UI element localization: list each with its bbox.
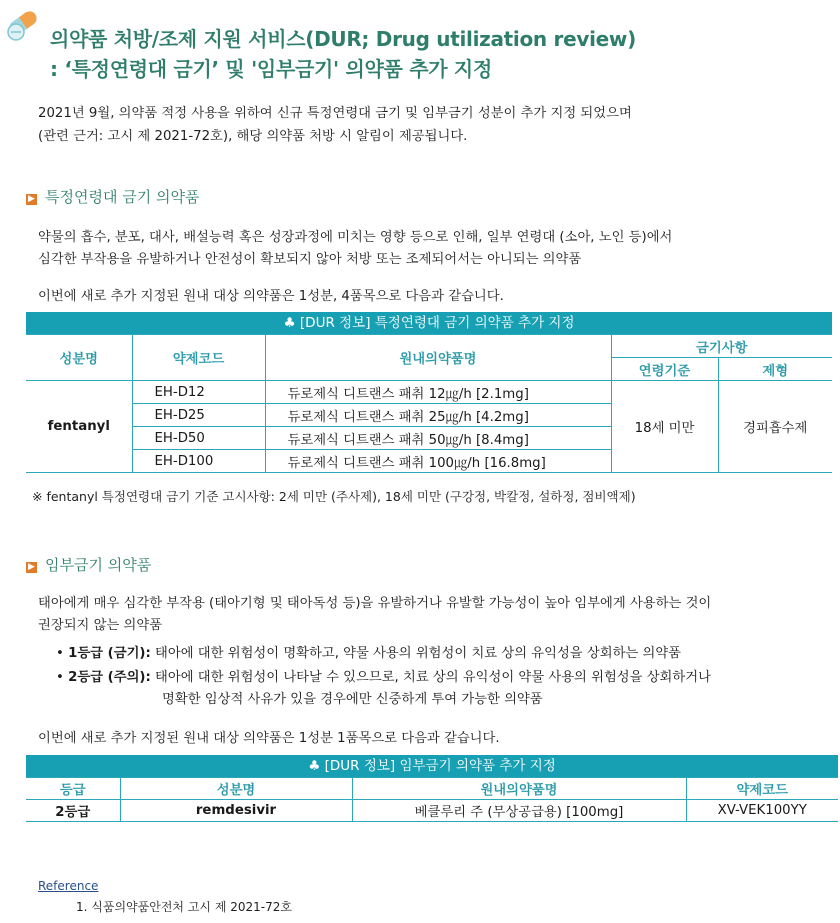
intro-text: (관련 근거: 고시 제 2021-72호), 해당 의약품 처방 시 알림이 제공됩니다. [38, 129, 468, 144]
section-summary: 이번에 새로 추가 지정된 원내 대상 의약품은 1성분, 4품목으로 다음과 같습니다. [38, 289, 504, 304]
reference-item: 1. 식품의약품안전처 고시 제 2021-72호 [76, 900, 292, 914]
column-header: 약제코드 [686, 778, 838, 800]
code-cell: EH-D12 [132, 381, 265, 404]
ingredient-cell: fentanyl [26, 381, 132, 473]
arrow-box-icon: ▶ [26, 562, 37, 573]
grade-cell: 2등급 [26, 800, 120, 822]
section-description: 태아에게 매우 심각한 부작용 (태아기형 및 태아독성 등)을 유발하거나 유발할 가능성이 높아 임부에게 사용하는 것이 [38, 596, 712, 611]
product-cell: 듀로제식 디트랜스 패취 50㎍/h [8.4mg] [265, 427, 611, 450]
club-icon: ♣ [308, 758, 321, 774]
page-title: 의약품 처방/조제 지원 서비스(DUR; Drug utilization review) [50, 27, 636, 51]
product-cell: 듀로제식 디트랜스 패취 100㎍/h [16.8mg] [265, 450, 611, 473]
arrow-box-icon: ▶ [26, 194, 37, 205]
pregnancy-contraindication-table [26, 777, 838, 822]
code-cell: EH-D100 [132, 450, 265, 473]
column-header: 원내의약품명 [352, 778, 686, 800]
section-description: 권장되지 않는 의약품 [38, 618, 163, 633]
section-summary: 이번에 새로 추가 지정된 원내 대상 의약품은 1성분 1품목으로 다음과 같습니다. [38, 731, 500, 746]
page-subtitle: : ‘특정연령대 금기’ 및 '임부금기' 의약품 추가 지정 [50, 57, 492, 81]
table-note: ※ fentanyl 특정연령대 금기 기준 고시사항: 2세 미만 (주사제), 18세 미만 (구강정, 박칼정, 설하정, 점비액제) [32, 489, 636, 504]
reference-heading: Reference [38, 879, 99, 893]
pill-capsule-icon [2, 2, 44, 44]
column-header: 원내의약품명 [265, 335, 611, 381]
column-header: 성분명 [120, 778, 352, 800]
code-cell: EH-D50 [132, 427, 265, 450]
column-header: 연령기준 [611, 358, 718, 381]
column-header: 성분명 [26, 335, 132, 381]
table-title-bar: ♣ [DUR 정보] 특정연령대 금기 의약품 추가 지정 [26, 312, 832, 334]
section-description: 약물의 흡수, 분포, 대사, 배설능력 혹은 성장과정에 미치는 영향 등으로 인해, 일부 연령대 (소아, 노인 등)에서 [38, 230, 673, 245]
age-cell: 18세 미만 [611, 381, 718, 473]
code-cell: XV-VEK100YY [686, 800, 838, 822]
list-item: • 1등급 (금기): 태아에 대한 위험성이 명확하고, 약물 사용의 위험성이 치료 상의 유익성을 상회하는 의약품 [56, 646, 682, 661]
product-cell: 듀로제식 디트랜스 패취 12㎍/h [2.1mg] [265, 381, 611, 404]
product-cell: 듀로제식 디트랜스 패취 25㎍/h [4.2mg] [265, 404, 611, 427]
code-cell: EH-D25 [132, 404, 265, 427]
form-cell: 경피흡수제 [718, 381, 832, 473]
list-item: • 2등급 (주의): 태아에 대한 위험성이 나타날 수 있으므로, 치료 상의 유익성이 약물 사용의 위험성을 상회하거나 [56, 670, 711, 685]
column-header: 제형 [718, 358, 832, 381]
table-title-bar: ♣ [DUR 정보] 임부금기 의약품 추가 지정 [26, 755, 838, 777]
club-icon: ♣ [283, 315, 296, 331]
column-header: 금기사항 [611, 335, 832, 358]
section-heading: ▶ 임부금기 의약품 [26, 554, 151, 575]
column-header: 약제코드 [132, 335, 265, 381]
section-description: 심각한 부작용을 유발하거나 안전성이 확보되지 않아 처방 또는 조제되어서는 아니되는 의약품 [38, 252, 582, 267]
section-heading: ▶ 특정연령대 금기 의약품 [26, 186, 199, 207]
age-contraindication-table [26, 334, 832, 473]
ingredient-cell: remdesivir [120, 800, 352, 822]
product-cell: 베클루리 주 (무상공급용) [100mg] [352, 800, 686, 822]
list-item-continuation: 명확한 임상적 사유가 있을 경우에만 신중하게 투여 가능한 의약품 [162, 692, 543, 707]
intro-text: 2021년 9월, 의약품 적정 사용을 위하여 신규 특정연령대 금기 및 임부금기 성분이 추가 지정 되었으며 [38, 106, 632, 121]
column-header: 등급 [26, 778, 120, 800]
